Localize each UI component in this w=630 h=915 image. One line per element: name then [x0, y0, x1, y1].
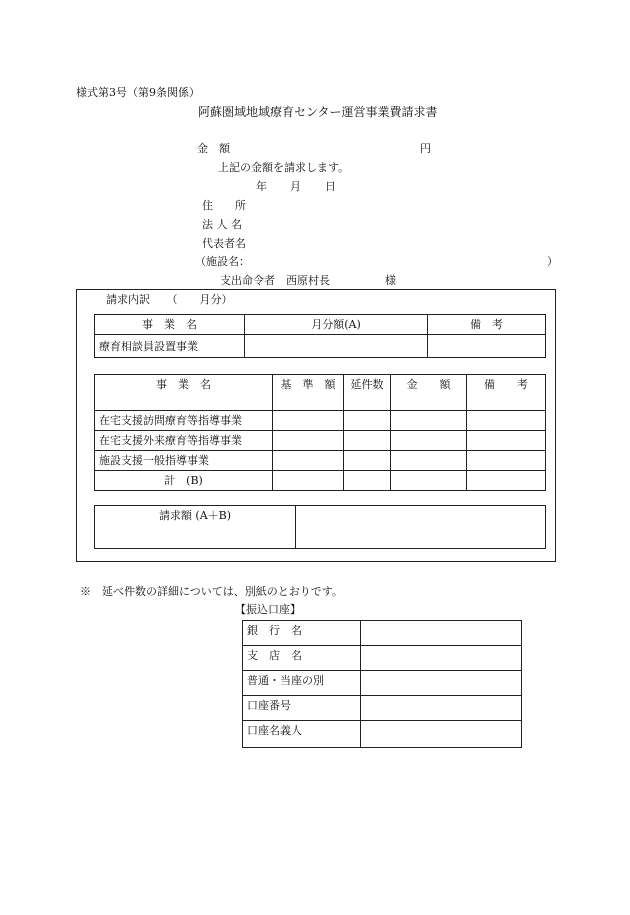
total-amount-cell[interactable]: [391, 471, 467, 491]
amount-cell[interactable]: [391, 431, 467, 451]
case-count-cell[interactable]: [344, 411, 391, 431]
amount-cell[interactable]: [391, 451, 467, 471]
table-row: [95, 451, 546, 471]
header-amount: 金 額: [391, 375, 467, 411]
header-remarks: 備 考: [428, 315, 546, 335]
account-number-value[interactable]: [361, 696, 522, 721]
total-row: [95, 471, 546, 491]
yen-label: 円: [420, 142, 431, 155]
header-case-count: 延件数: [344, 375, 391, 411]
standard-amount-cell[interactable]: [273, 431, 344, 451]
bank-name-value[interactable]: [361, 621, 522, 646]
total-request-value[interactable]: [296, 506, 546, 549]
bank-account-table: [242, 620, 522, 748]
table-row: [243, 621, 522, 646]
table-row: [95, 506, 546, 549]
account-holder-value[interactable]: [361, 721, 522, 748]
addressee-label: 支出命令者 西原村長: [220, 274, 330, 287]
row-business-name: 施設支援一般指導事業: [95, 451, 273, 471]
bank-account-heading: 【振込口座】: [235, 603, 301, 616]
request-statement: 上記の金額を請求します。: [218, 161, 350, 174]
header-business-name: 事 業 名: [95, 375, 273, 411]
row-remarks-cell[interactable]: [428, 335, 546, 358]
remarks-cell[interactable]: [467, 451, 546, 471]
total-standard-amount-cell[interactable]: [273, 471, 344, 491]
total-request-table: [94, 505, 546, 549]
row-business-name: 療育相談員設置事業: [95, 335, 245, 358]
branch-name-value[interactable]: [361, 646, 522, 671]
row-business-name: 在宅支援訪問療育等指導事業: [95, 411, 273, 431]
account-type-value[interactable]: [361, 671, 522, 696]
day-label: 日: [325, 180, 336, 193]
amount-label: 金 額: [197, 142, 230, 155]
standard-amount-cell[interactable]: [273, 411, 344, 431]
table-row: [243, 671, 522, 696]
account-holder-label: 口座名義人: [243, 721, 361, 748]
remarks-cell[interactable]: [467, 431, 546, 451]
year-label: 年: [256, 180, 267, 193]
total-case-count-cell[interactable]: [344, 471, 391, 491]
table-row: [243, 721, 522, 748]
table-header-row: [95, 375, 546, 411]
guidance-projects-table: [94, 374, 546, 491]
account-number-label: 口座番号: [243, 696, 361, 721]
case-count-cell[interactable]: [344, 451, 391, 471]
case-count-cell[interactable]: [344, 431, 391, 451]
branch-name-label: 支 店 名: [243, 646, 361, 671]
total-request-label: 請求額 (A＋B): [95, 506, 296, 549]
header-remarks: 備 考: [467, 375, 546, 411]
representative-label: 代表者名: [202, 237, 246, 250]
document-title: 阿蘇圏域地域療育センター運営事業費請求書: [198, 105, 438, 119]
total-b-label: 計 (B): [95, 471, 273, 491]
address-label: 住 所: [202, 199, 246, 212]
remarks-cell[interactable]: [467, 411, 546, 431]
table-row: [95, 411, 546, 431]
bank-name-label: 銀 行 名: [243, 621, 361, 646]
sama-label: 様: [385, 274, 396, 287]
total-remarks-cell[interactable]: [467, 471, 546, 491]
corp-name-label: 法 人 名: [202, 218, 242, 231]
account-type-label: 普通・当座の別: [243, 671, 361, 696]
table-header-row: [95, 315, 546, 335]
case-count-note: ※ 延べ件数の詳細については、別紙のとおりです。: [80, 585, 343, 598]
header-monthly-amount: 月分額(A): [245, 315, 428, 335]
header-business-name: 事 業 名: [95, 315, 245, 335]
monthly-amount-table: [94, 314, 546, 358]
facility-name-label: （施設名：: [195, 255, 250, 268]
form-number: 様式第3号（第9条関係）: [76, 86, 200, 99]
amount-cell[interactable]: [391, 411, 467, 431]
facility-close-paren: ）: [547, 255, 558, 268]
table-row: [243, 696, 522, 721]
header-standard-amount: 基 準 額: [273, 375, 344, 411]
row-business-name: 在宅支援外来療育等指導事業: [95, 431, 273, 451]
table-row: [243, 646, 522, 671]
breakdown-heading: 請求内訳 （ 月分）: [106, 293, 233, 306]
month-label: 月: [290, 180, 301, 193]
table-row: [95, 335, 546, 358]
row-monthly-amount-cell[interactable]: [245, 335, 428, 358]
table-row: [95, 431, 546, 451]
standard-amount-cell[interactable]: [273, 451, 344, 471]
